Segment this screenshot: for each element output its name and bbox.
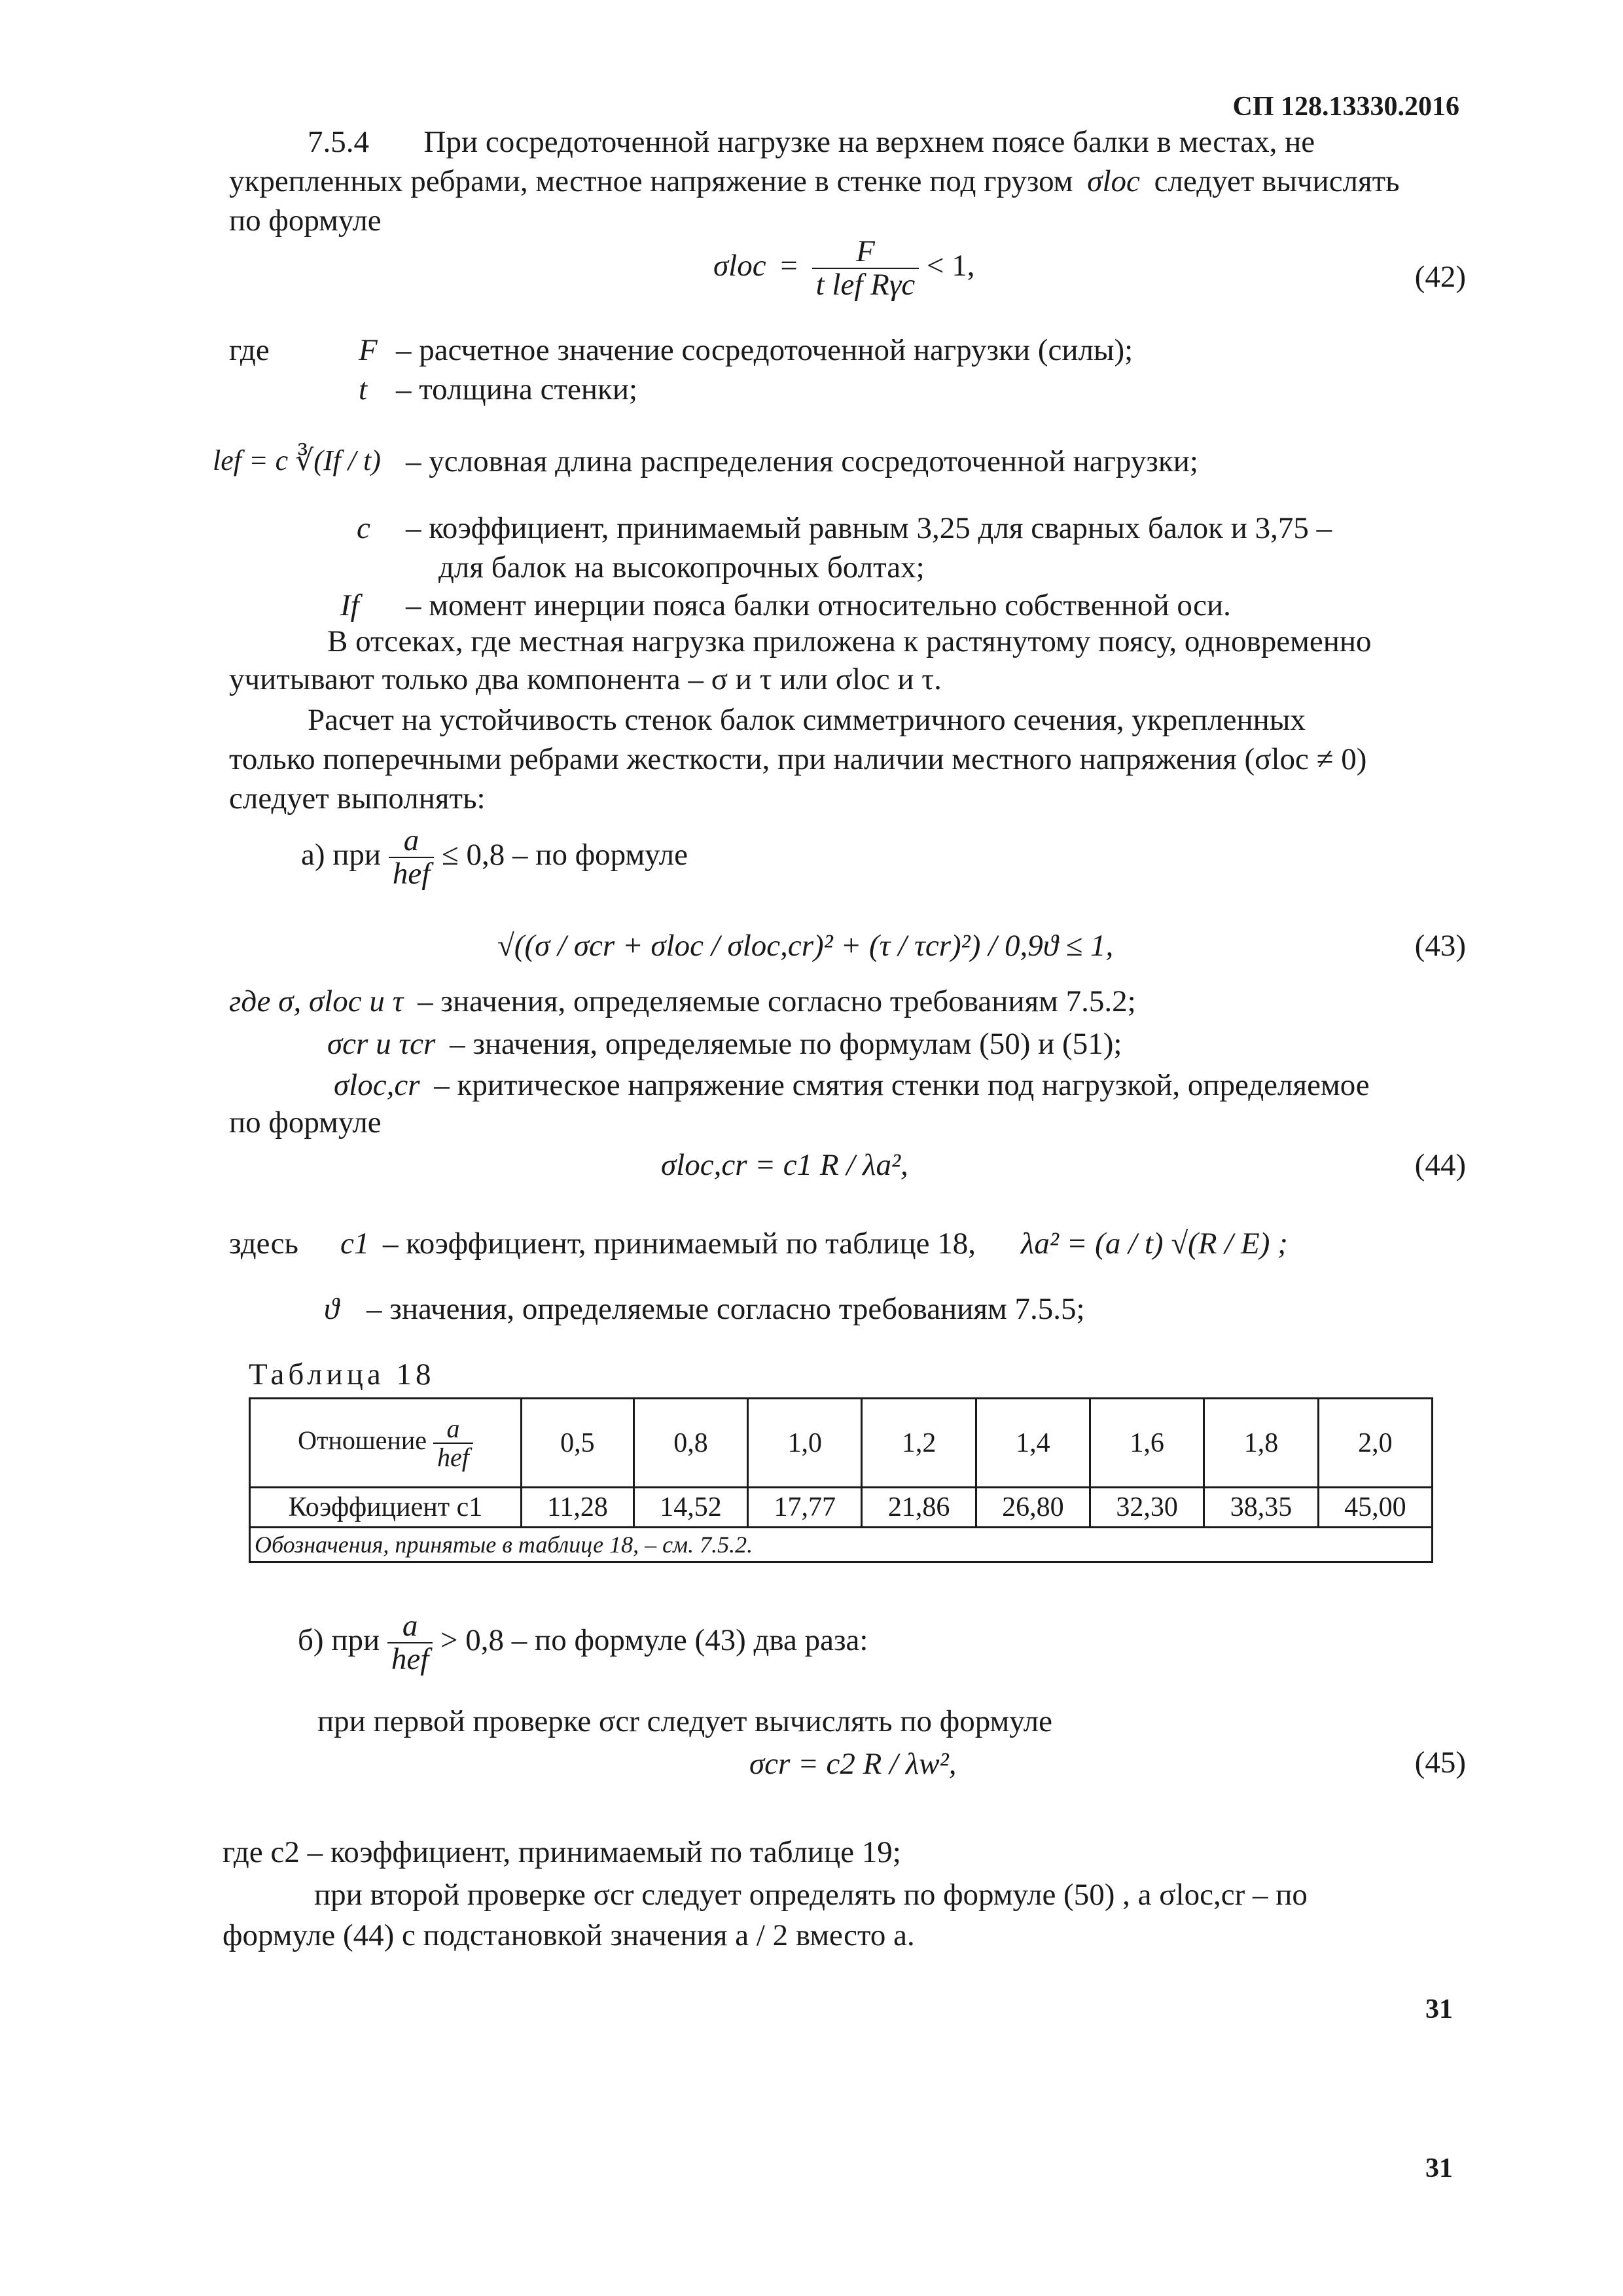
case-a-condition: а) при $\frac{a}{\text{hef}}$ ≤ 0,8 – по формуле	[301, 823, 688, 891]
where-label: где	[229, 333, 270, 367]
table-cell: 14,52	[633, 1488, 747, 1528]
table-cell: 32,30	[1090, 1488, 1204, 1528]
case-b-second-check-2: формуле (44) с подстановкой значения a / 2 вместо a.	[223, 1918, 915, 1952]
case-b-condition: б) при $\frac{a}{\text{hef}}$ > 0,8 – по формуле (43) два раза:	[298, 1609, 868, 1677]
case-b-fraction: $\frac{a}{\text{hef}}$	[387, 1610, 433, 1676]
table-cell: 17,77	[748, 1488, 862, 1528]
table-cell: 1,8	[1204, 1399, 1318, 1488]
document-code: СП 128.13330.2016	[1232, 92, 1459, 122]
def-43-line-2: σcr и τcr – значения, определяемые по формулам (50) и (51);	[327, 1027, 1122, 1061]
section-number: 7.5.4	[308, 125, 369, 159]
table-label-coefficient: Коэффициент c1	[250, 1488, 522, 1528]
def-lef-text: – условная длина распределения сосредоточенной нагрузки;	[406, 444, 1198, 478]
def-c1-symbol: c1	[340, 1227, 370, 1261]
formula-42-fraction: $\frac{F}{\text{t lef Rγc}}$	[812, 236, 919, 302]
table-cell: 1,0	[748, 1399, 862, 1488]
formula-43: √((σ / σcr + σloc / σloc,cr)² + (τ / τcr)²) / 0,9ϑ ≤ 1,	[497, 929, 1114, 963]
formula-44: σloc,cr = c1 R / λa²,	[661, 1148, 908, 1182]
def-t-text: – толщина стенки;	[396, 372, 638, 406]
table-cell: 0,5	[522, 1399, 634, 1488]
table-cell: 0,8	[633, 1399, 747, 1488]
section-intro-line-1	[308, 126, 1459, 160]
paragraph-2-line-3: следует выполнять:	[229, 781, 486, 816]
paragraph-1-line-2: учитывают только два компонента – σ и τ или σloc и τ.	[229, 662, 942, 696]
formula-45: σcr = c2 R / λw²,	[749, 1747, 957, 1781]
table-18-caption: Таблица 18	[249, 1357, 435, 1391]
paragraph-2-line-1: Расчет на устойчивость стенок балок симметричного сечения, укрепленных	[308, 703, 1306, 737]
lambda-definition: λa² = (a / t) √(R / E) ;	[1021, 1227, 1288, 1261]
def-t-symbol: t	[359, 372, 368, 406]
table-cell: 45,00	[1318, 1488, 1432, 1528]
page-number-footer: 31	[1425, 2153, 1453, 2183]
paragraph-1-line-1: В отсеках, где местная нагрузка приложена к растянутому поясу, одновременно	[327, 624, 1372, 658]
table-cell: 38,35	[1204, 1488, 1318, 1528]
def-If-text: – момент инерции пояса балки относительно собственной оси.	[406, 588, 1231, 622]
table-label-ratio: Отношение $\frac{a}{\text{hef}}$	[250, 1399, 522, 1488]
case-b-second-check-1: при второй проверке σcr следует определять по формуле (50) , а σloc,cr – по	[314, 1878, 1308, 1912]
def-c2: где c2 – коэффициент, принимаемый по таблице 19;	[223, 1835, 901, 1869]
table-row-coefficients	[250, 1488, 1433, 1528]
def-F-text: – расчетное значение сосредоточенной нагрузки (силы);	[396, 333, 1133, 367]
table-18	[249, 1397, 1433, 1563]
table-cell: 26,80	[976, 1488, 1090, 1528]
table-cell: 11,28	[522, 1488, 634, 1528]
table-cell: 21,86	[862, 1488, 976, 1528]
def-theta-symbol: ϑ	[324, 1292, 340, 1326]
formula-42-number: (42)	[1414, 260, 1466, 294]
section-intro-line-3: по формуле	[229, 204, 382, 238]
sigma-loc-symbol: σloc	[1087, 164, 1140, 198]
case-a-fraction: $\frac{a}{\text{hef}}$	[389, 825, 434, 891]
formula-44-number: (44)	[1414, 1148, 1466, 1182]
def-lef-symbol: lef = c ∛(If / t)	[213, 444, 381, 476]
formula-43-number: (43)	[1414, 929, 1466, 963]
formula-45-number: (45)	[1414, 1746, 1466, 1780]
formula-42: σloc = $\frac{F}{\text{t lef Rγc}}$ < 1,	[713, 234, 975, 302]
table-row-ratios	[250, 1399, 1433, 1488]
page-number: 31	[1425, 1994, 1453, 2024]
here-label: здесь	[229, 1227, 298, 1261]
table-cell: 1,4	[976, 1399, 1090, 1488]
intro-text-1: При сосредоточенной нагрузке на верхнем поясе балки в местах, не	[423, 125, 1315, 159]
def-43-line-3: σloc,cr – критическое напряжение смятия стенки под нагрузкой, определяемое	[334, 1068, 1370, 1102]
def-43-line-4: по формуле	[229, 1105, 382, 1139]
def-If-symbol: If	[340, 588, 359, 622]
table-cell: 1,2	[862, 1399, 976, 1488]
table-cell: 2,0	[1318, 1399, 1432, 1488]
def-c-symbol: c	[357, 511, 370, 545]
table-row-note	[250, 1528, 1433, 1562]
table-cell: 1,6	[1090, 1399, 1204, 1488]
def-c1-text: – коэффициент, принимаемый по таблице 18,	[383, 1227, 976, 1261]
def-F-symbol: F	[359, 333, 378, 367]
def-43-line-1: где σ, σloc и τ – значения, определяемые согласно требованиям 7.5.2;	[229, 984, 1136, 1018]
def-c-text-1: – коэффициент, принимаемый равным 3,25 для сварных балок и 3,75 –	[406, 511, 1332, 545]
section-intro-line-2: укрепленных ребрами, местное напряжение в стенке под грузом σloc следует вычислять	[229, 164, 1400, 198]
def-c-text-2: для балок на высокопрочных болтах;	[438, 550, 925, 584]
case-b-first-check: при первой проверке σcr следует вычислять по формуле	[317, 1704, 1052, 1738]
table-note: Обозначения, принятые в таблице 18, – см. 7.5.2.	[250, 1528, 1433, 1562]
paragraph-2-line-2: только поперечными ребрами жесткости, при наличии местного напряжения (σloc ≠ 0)	[229, 742, 1367, 776]
def-theta-text: – значения, определяемые согласно требованиям 7.5.5;	[366, 1292, 1085, 1326]
